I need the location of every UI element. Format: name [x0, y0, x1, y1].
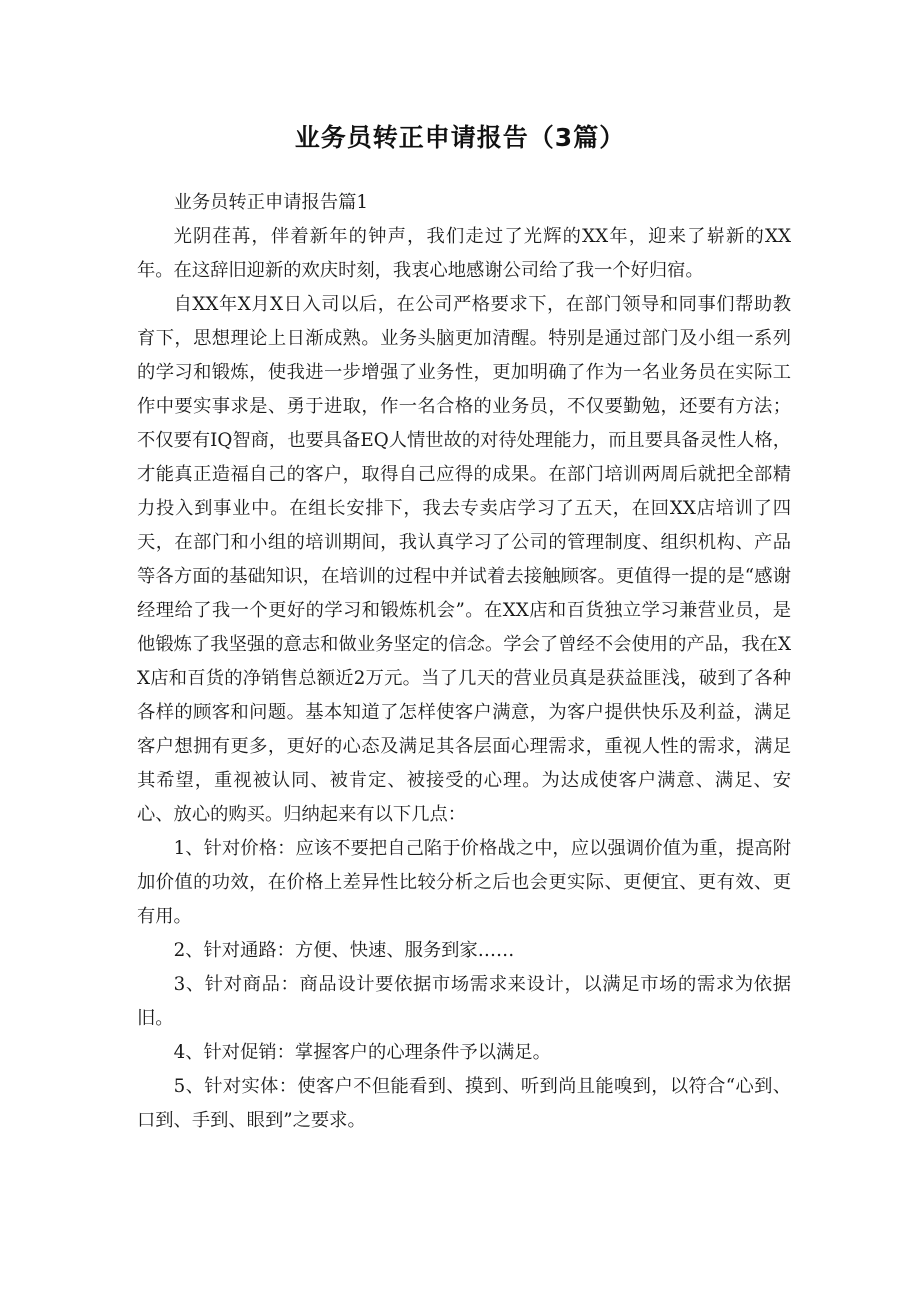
document-title: 业务员转正申请报告（3篇） [294, 123, 626, 152]
list-item-promotion: 4、针对促销：掌握客户的心理条件予以满足。 [173, 1042, 551, 1063]
document-body [137, 186, 791, 1138]
list-item-entity: 5、针对实体：使客户不但能看到、摸到、听到尚且能嗅到，以符合“心到、口到、手到、眼到”之要求。 [137, 1076, 791, 1131]
list-item-channel: 2、针对通路：方便、快速、服务到家…… [173, 940, 515, 961]
section-heading: 业务员转正申请报告篇1 [173, 192, 369, 213]
paragraph-intro: 光阴荏苒，伴着新年的钟声，我们走过了光辉的XX年，迎来了崭新的XX年。在这辞旧迎新的欢庆时刻，我衷心地感谢公司给了我一个好归宿。 [137, 226, 791, 281]
paragraph-main: 自XX年X月X日入司以后，在公司严格要求下，在部门领导和同事们帮助教育下，思想理论上日渐成熟。业务头脑更加清醒。特别是通过部门及小组一系列的学习和锻炼，使我进一步增强了业务性，更加明确了作为一名业务员在实际工作中要实事求是、勇于进取，作一名合格的业务员，不仅要勤勉，还要有方法；不仅要有IQ智商，也要具备EQ人情世故的对待处理能力，而且要具备灵性人格，才能真正造福自己的客户，取得自己应得的成果。在部门培训两周后就把全部精力投入到事业中。在组长安排下，我去专卖店学习了五天，在回XX店培训了四天，在部门和小组的培训期间，我认真学习了公司的管理制度、组织机构、产品等各方面的基础知识，在培训的过程中并试着去接触顾客。更值得一提的是“感谢经理给了我一个更好的学习和锻炼机会”。在XX店和百货独立学习兼营业员，是他锻炼了我坚强的意志和做业务坚定的信念。学会了曾经不会使用的产品，我在XX店和百货的净销售总额近2万元。当了几天的营业员真是获益匪浅，破到了各种各样的顾客和问题。基本知道了怎样使客户满意，为客户提供快乐及利益，满足客户想拥有更多，更好的心态及满足其各层面心理需求，重视人性的需求，满足其希望，重视被认同、被肯定、被接受的心理。为达成使客户满意、满足、安心、放心的购买。归纳起来有以下几点： [137, 294, 791, 825]
list-item-product: 3、针对商品：商品设计要依据市场需求来设计，以满足市场的需求为依据旧。 [137, 974, 791, 1029]
list-item-price: 1、针对价格：应该不要把自己陷于价格战之中，应以强调价值为重，提高附加价值的功效，在价格上差异性比较分析之后也会更实际、更便宜、更有效、更有用。 [137, 838, 791, 927]
